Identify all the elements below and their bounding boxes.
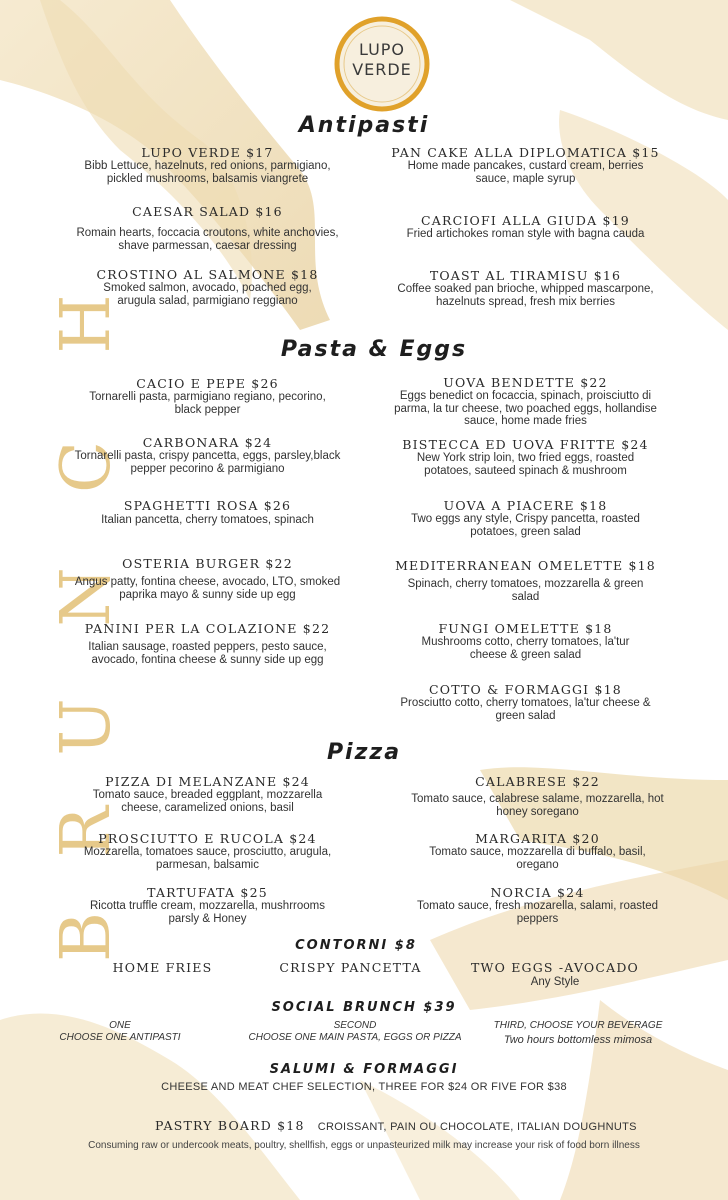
item-name: PROSCIUTTO E RUCOLA $24 — [98, 831, 317, 846]
item-desc: Coffee soaked pan brioche, whipped mascarpone, hazelnuts spread, fresh mix berries — [397, 283, 654, 308]
item-desc: Two eggs any style, Crispy pancetta, roasted potatoes, green salad — [411, 513, 640, 538]
item-name: CACIO E PEPE $26 — [136, 376, 279, 391]
item-desc: Bibb Lettuce, hazelnuts, red onions, parmigiano, pickled mushrooms, balsamis viangrete — [84, 160, 331, 185]
item-name: UOVA A PIACERE $18 — [443, 498, 608, 513]
item-name: TWO EGGS -AVOCADO — [471, 960, 639, 975]
menu-item — [70, 146, 345, 185]
menu-item — [70, 499, 345, 527]
item-desc: Tornarelli pasta, parmigiano regiano, pecorino, black pepper — [89, 391, 326, 416]
item-desc: Spinach, cherry tomatoes, mozzarella & green salad — [407, 578, 644, 603]
brunch-letter-r: R — [47, 806, 126, 858]
section-title-pasta-eggs: Pasta & Eggs — [280, 337, 468, 362]
pastry-desc: CROISSANT, PAIN OU CHOCOLATE, ITALIAN DOUGHNUTS — [317, 1121, 637, 1133]
brunch-letter-h: H — [47, 294, 126, 354]
section-title-pizza: Pizza — [326, 740, 402, 765]
item-name: OSTERIA BURGER $22 — [122, 556, 293, 571]
logo-line1: LUPO — [358, 40, 406, 59]
item-name: TARTUFATA $25 — [147, 885, 268, 900]
item-name: CARCIOFI ALLA GIUDA $19 — [421, 213, 630, 228]
logo-line2: VERDE — [352, 60, 412, 79]
item-name: CRISPY PANCETTA — [279, 960, 422, 975]
item-name: MEDITERRANEAN OMELETTE $18 — [395, 558, 656, 573]
logo — [332, 14, 432, 114]
menu-item — [80, 961, 245, 975]
item-name: PANINI PER LA COLAZIONE $22 — [84, 621, 331, 636]
item-desc: Romain hearts, foccacia croutons, white anchovies, shave parmessan, caesar dressing — [76, 227, 339, 252]
menu-item — [465, 961, 645, 989]
item-desc: Ricotta truffle cream, mozzarella, mushrrooms parsly & Honey — [90, 900, 325, 925]
pastry-name: PASTRY BOARD $18 — [155, 1118, 305, 1133]
social-brunch-third — [478, 1020, 678, 1046]
menu-item — [388, 683, 663, 722]
menu-item — [70, 436, 345, 475]
menu-item — [388, 499, 663, 538]
item-name: CARBONARA $24 — [142, 435, 273, 450]
brunch-letter-b: B — [47, 912, 126, 962]
menu-item — [70, 832, 345, 871]
item-desc: Prosciutto cotto, cherry tomatoes, la'tur cheese & green salad — [400, 697, 651, 722]
menu-item — [70, 622, 345, 666]
pastry-board — [155, 1115, 635, 1134]
item-desc: Mozzarella, tomatoes sauce, prosciutto, arugula, parmesan, balsamic — [83, 846, 332, 871]
menu-item — [388, 559, 663, 603]
item-desc: Tomato sauce, mozzarella di buffalo, basil, oregano — [429, 846, 646, 871]
menu-item — [388, 376, 663, 428]
menu-item — [400, 886, 675, 925]
menu-item — [388, 438, 663, 477]
item-name: COTTO & FORMAGGI $18 — [429, 682, 622, 697]
section-title-salumi: SALUMI & FORMAGGI — [269, 1062, 459, 1077]
item-desc: Tomato sauce, calabrese salame, mozzarella, hot honey soregano — [411, 793, 664, 818]
social-first-label: ONE — [109, 1020, 131, 1031]
menu-item — [400, 775, 675, 818]
brunch-letter-n: N — [47, 567, 126, 627]
item-name: MARGARITA $20 — [475, 831, 600, 846]
item-name: HOME FRIES — [112, 960, 213, 975]
item-name: FUNGI OMELETTE $18 — [438, 621, 613, 636]
item-name: LUPO VERDE $17 — [141, 145, 274, 160]
social-third-text: Two hours bottomless mimosa — [503, 1034, 653, 1046]
item-name: UOVA BENDETTE $22 — [443, 375, 608, 390]
social-second-label: SECOND — [333, 1020, 377, 1031]
menu-item — [388, 622, 663, 661]
item-name: CALABRESE $22 — [475, 774, 600, 789]
item-desc: Tornarelli pasta, crispy pancetta, eggs, parsley,black pepper pecorino & parmigiano — [74, 450, 341, 475]
item-name: CROSTINO AL SALMONE $18 — [96, 267, 319, 282]
menu-item — [70, 557, 345, 601]
disclaimer: Consuming raw or undercook meats, poultry, shellfish, eggs or unpasteurized milk may increase your risk of food born illness — [88, 1140, 640, 1151]
social-third-label: THIRD, CHOOSE YOUR BEVERAGE — [493, 1020, 663, 1031]
menu-item — [70, 886, 345, 925]
social-brunch-first — [40, 1020, 200, 1044]
item-desc: Angus patty, fontina cheese, avocado, LTO, smoked paprika mayo & sunny side up egg — [74, 576, 341, 601]
item-desc: Italian sausage, roasted peppers, pesto sauce, avocado, fontina cheese & sunny side up egg — [88, 641, 327, 666]
section-title-contorni: CONTORNI $8 — [295, 938, 417, 953]
menu-item — [388, 214, 663, 241]
item-desc: Fried artichokes roman style with bagna cauda — [406, 228, 645, 240]
item-name: PIZZA DI MELANZANE $24 — [105, 774, 310, 789]
item-desc: New York strip loin, two fried eggs, roasted potatoes, sauteed spinach & mushroom — [416, 452, 635, 477]
menu-item — [388, 146, 663, 185]
item-name: BISTECCA ED UOVA FRITTE $24 — [402, 437, 649, 452]
section-title-social-brunch: SOCIAL BRUNCH $39 — [271, 1000, 457, 1015]
social-brunch-second — [230, 1020, 480, 1044]
social-second-text: CHOOSE ONE MAIN PASTA, EGGS OR PIZZA — [248, 1032, 462, 1043]
menu-item — [70, 377, 345, 416]
item-desc: Italian pancetta, cherry tomatoes, spinach — [101, 514, 314, 526]
item-desc: Eggs benedict on focaccia, spinach, proisciutto di parma, la tur cheese, two poached eggs, hollandise sauce, home made fries — [394, 390, 657, 427]
item-desc: Mushrooms cotto, cherry tomatoes, la'tur cheese & green salad — [421, 636, 630, 661]
menu-item — [70, 268, 345, 307]
section-title-antipasti: Antipasti — [298, 113, 430, 138]
menu-item — [268, 961, 433, 975]
item-desc: Home made pancakes, custard cream, berries sauce, maple syrup — [407, 160, 644, 185]
item-name: CAESAR SALAD $16 — [132, 204, 283, 219]
menu-item — [70, 775, 345, 814]
brunch-letter-c: C — [47, 440, 126, 494]
brunch-letter-u: U — [47, 698, 126, 756]
item-desc: Tomato sauce, fresh mozarella, salami, roasted peppers — [417, 900, 658, 925]
menu-item — [70, 205, 345, 252]
item-name: PAN CAKE ALLA DIPLOMATICA $15 — [391, 145, 660, 160]
social-first-text: CHOOSE ONE ANTIPASTI — [59, 1032, 181, 1043]
item-name: NORCIA $24 — [490, 885, 585, 900]
item-desc: Tomato sauce, breaded eggplant, mozzarella cheese, caramelized onions, basil — [92, 789, 323, 814]
item-name: TOAST AL TIRAMISU $16 — [429, 268, 622, 283]
item-name: SPAGHETTI ROSA $26 — [123, 498, 292, 513]
item-desc: Smoked salmon, avocado, poached egg, arugula salad, parmigiano reggiano — [103, 282, 312, 307]
salumi-desc: CHEESE AND MEAT CHEF SELECTION, THREE FOR $24 OR FIVE FOR $38 — [161, 1081, 567, 1093]
item-desc: Any Style — [530, 976, 580, 988]
menu-item — [388, 269, 663, 308]
menu-item — [400, 832, 675, 871]
